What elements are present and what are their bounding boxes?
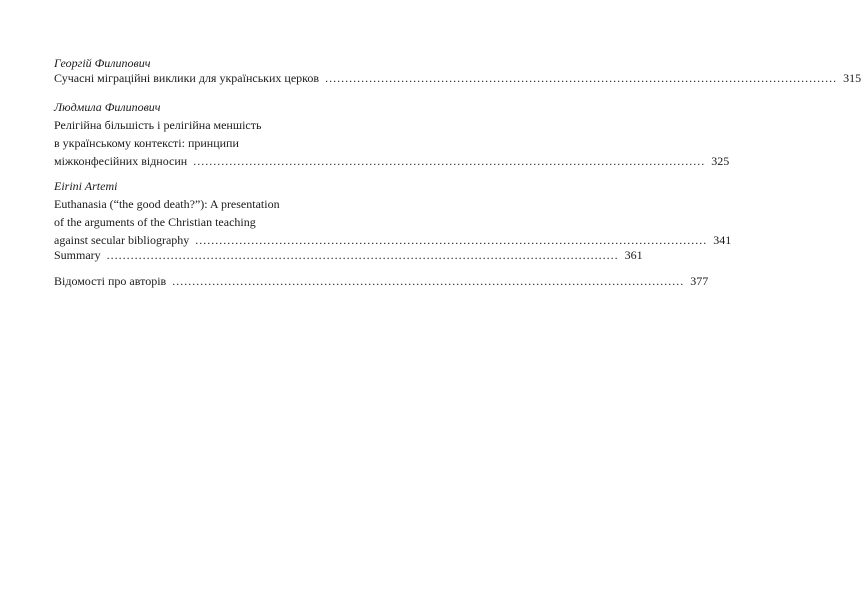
dot-leader: ................................................................................................................................ (325, 71, 838, 85)
entry-title-line: of the arguments of the Christian teaching (54, 215, 256, 229)
toc-entry (54, 100, 730, 169)
entry-title: Відомості про авторів (54, 274, 167, 288)
page-number: 361 (624, 248, 643, 262)
dot-leader: ................................................................................................................................ (106, 248, 619, 262)
entry-title-line: Релігійна більшість і релігійна меншість (54, 118, 262, 132)
page-number: 325 (711, 154, 730, 168)
toc-entry (54, 56, 861, 86)
entry-author: Георгій Филипович (54, 56, 151, 70)
toc-entry (54, 274, 709, 289)
entry-title: Сучасні міграційні виклики для українських церков (54, 71, 320, 85)
entry-title: Summary (54, 248, 101, 262)
entry-author: Eirini Artemi (54, 179, 118, 193)
entry-title: міжконфесійних відносин (54, 154, 188, 168)
entry-title-line: в українському контексті: принципи (54, 136, 239, 150)
toc-entry (54, 179, 732, 248)
entry-title-line[interactable] (54, 233, 732, 248)
page-number: 341 (713, 233, 732, 247)
dot-leader: ................................................................................................................................ (193, 154, 706, 168)
page-number: 377 (690, 274, 709, 288)
entry-title-line[interactable] (54, 274, 709, 289)
entry-title: against secular bibliography (54, 233, 190, 247)
entry-author: Людмила Филипович (54, 100, 161, 114)
dot-leader: ................................................................................................................................ (172, 274, 685, 288)
page-number: 315 (843, 71, 861, 85)
dot-leader: ................................................................................................................................ (195, 233, 708, 247)
entry-title-line: Euthanasia (“the good death?”): A presentation (54, 197, 280, 211)
toc-entry (54, 248, 643, 263)
entry-title-line[interactable] (54, 154, 730, 169)
entry-title-line[interactable] (54, 71, 861, 86)
entry-title-line[interactable] (54, 248, 643, 263)
